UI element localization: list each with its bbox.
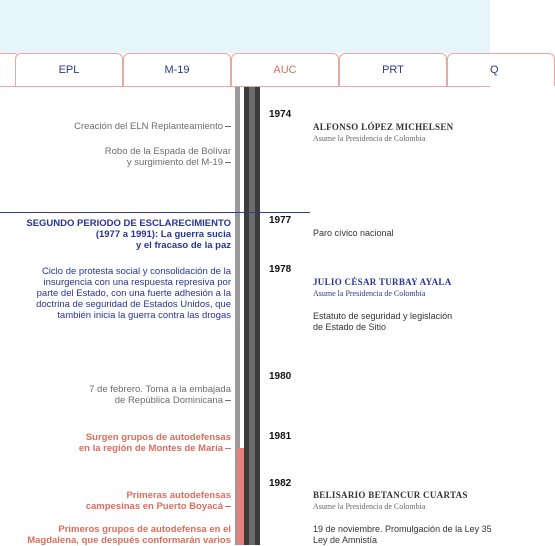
year-1981: 1981 — [269, 431, 292, 442]
event-montes-de-maria: Surgen grupos de autodefensas en la región de Montes de María — [78, 432, 231, 454]
event-tick — [225, 506, 231, 507]
event-tick — [225, 400, 231, 401]
president-turbay: JULIO CÉSAR TURBAY AYALA Asume la Presidencia de Colombia — [313, 277, 452, 298]
timeline-track-highlight — [249, 87, 255, 545]
period-description: Ciclo de protesta social y consolidación de la insurgencia con una respuesta represiva por parte del Estado, con una fuerte adhesión a la doctrina de seguridad de Estados Unidos, que también inicia la guerra contra las drogas — [36, 266, 231, 321]
event-paro-civico: Paro cívico nacional — [313, 228, 394, 238]
tab-prt[interactable]: PRT — [339, 53, 447, 86]
period-heading: SEGUNDO PERIODO DE ESCLARECIMIENTO (1977 a 1991): La guerra sucia y el fracaso de la paz — [26, 218, 231, 251]
tab-partial-right[interactable]: Q — [447, 53, 555, 86]
tab-epl[interactable]: EPL — [15, 53, 123, 86]
president-lopez: ALFONSO LÓPEZ MICHELSEN Asume la Presidencia de Colombia — [313, 122, 454, 143]
event-magdalena: Primeros grupos de autodefensa en el Magdalena, que después conformarán varios — [27, 524, 231, 546]
event-embajada: 7 de febrero. Toma a la embajada de República Dominicana — [89, 384, 231, 406]
timeline-track-auc — [237, 448, 244, 545]
event-amnistia: 19 de noviembre. Promulgación de la Ley 35 Ley de Amnistía — [313, 524, 492, 545]
year-1974: 1974 — [269, 109, 292, 120]
period-separator — [0, 212, 310, 213]
event-tick — [225, 126, 231, 127]
event-espada: Robo de la Espada de Bolívar y surgimiento del M-19 — [104, 146, 231, 168]
president-betancur: BELISARIO BETANCUR CUARTAS Asume la Presidencia de Colombia — [313, 490, 468, 511]
event-tick — [225, 162, 231, 163]
event-estatuto: Estatuto de seguridad y legislación de Estado de Sitio — [313, 311, 453, 332]
year-1980: 1980 — [269, 371, 292, 382]
event-eln: Creación del ELN Replanteamiento — [74, 121, 231, 132]
event-tick — [225, 448, 231, 449]
tab-m19[interactable]: M-19 — [123, 53, 231, 86]
year-1978: 1978 — [269, 264, 292, 275]
event-puerto-boyaca: Primeras autodefensas campesinas en Puerto Boyacá — [85, 490, 231, 512]
tab-auc[interactable]: AUC — [231, 53, 339, 86]
year-1982: 1982 — [269, 478, 292, 489]
group-tabs — [0, 53, 499, 87]
top-banner — [0, 0, 490, 53]
year-1977: 1977 — [269, 215, 292, 226]
